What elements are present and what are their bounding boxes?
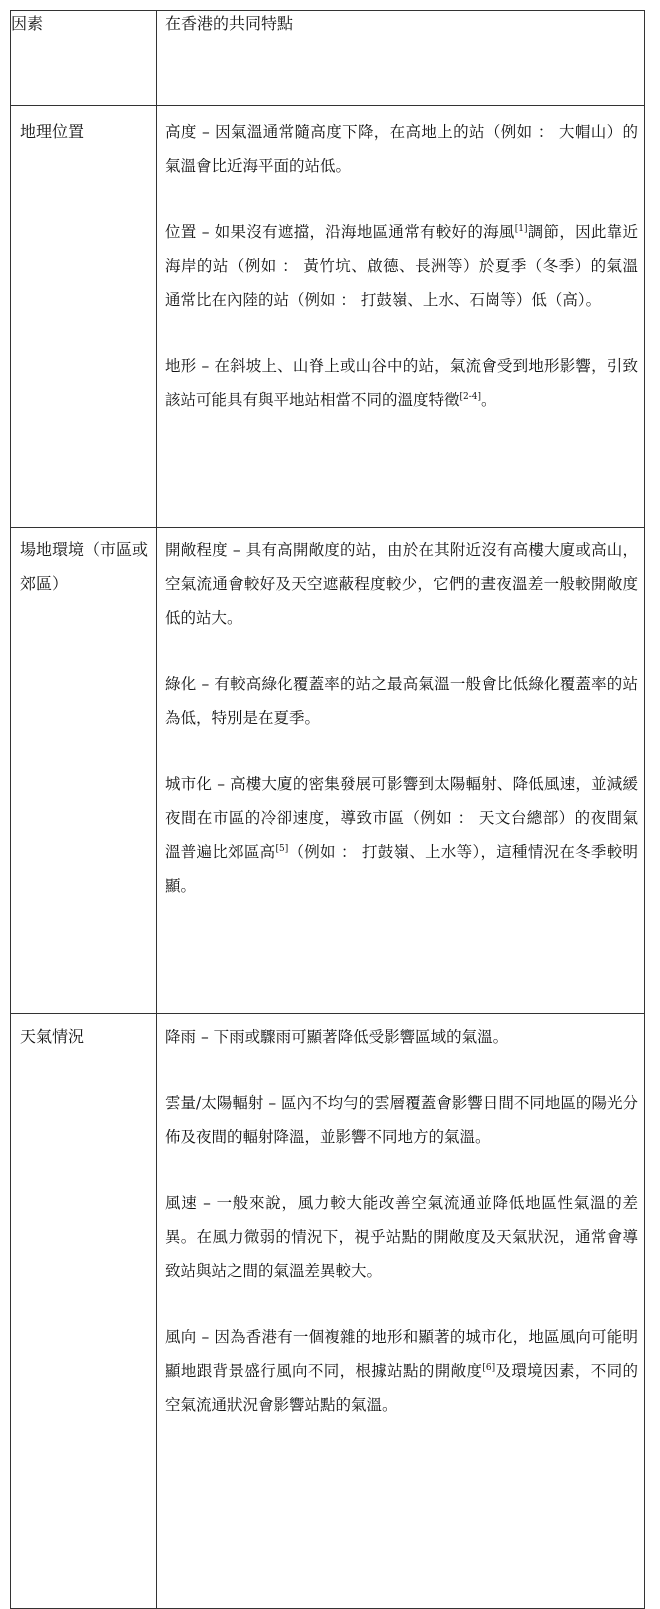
paragraph-term: 降雨 bbox=[165, 1028, 197, 1046]
paragraph-text-continued: 。 bbox=[481, 391, 497, 409]
reference-superscript: [6] bbox=[482, 1362, 496, 1373]
factor-cell: 天氣情況 bbox=[11, 1014, 157, 1609]
table-header-row bbox=[11, 11, 645, 106]
factor-cell: 地理位置 bbox=[11, 106, 157, 528]
reference-superscript: [5] bbox=[275, 843, 289, 854]
paragraph-term: 雲量/太陽輻射 bbox=[165, 1094, 264, 1112]
paragraph-term: 地形 bbox=[165, 357, 197, 375]
factors-table bbox=[10, 10, 645, 1609]
paragraph-term: 城市化 bbox=[165, 775, 213, 793]
paragraph-text: – 在斜坡上、山脊上或山谷中的站，氣流會受到地形影響，引致該站可能具有與平地站相當不同的溫度特徵 bbox=[165, 357, 638, 409]
paragraph-text: – 具有高開敞度的站，由於在其附近沒有高樓大廈或高山，空氣流通會較好及天空遮蔽程度較少，它們的晝夜溫差一般較開敞度低的站大。 bbox=[165, 541, 638, 627]
paragraph-term: 位置 bbox=[165, 223, 197, 241]
description-cell bbox=[157, 106, 645, 528]
paragraph-rainfall bbox=[165, 1020, 638, 1054]
paragraph-cloud-radiation bbox=[165, 1086, 638, 1154]
reference-superscript: [2-4] bbox=[459, 391, 482, 402]
paragraph-openness bbox=[165, 533, 638, 635]
paragraph-text: – 如果沒有遮擋，沿海地區通常有較好的海風 bbox=[196, 223, 515, 241]
paragraph-text-continued: （例如 ： 打鼓嶺、上水等），這種情況在冬季較明顯。 bbox=[165, 843, 638, 895]
reference-superscript: [1] bbox=[514, 223, 528, 234]
paragraph-text: – 因氣溫通常隨高度下降，在高地上的站（例如 ： 大帽山）的氣溫會比近海平面的站低。 bbox=[165, 123, 638, 175]
paragraph-text: – 區內不均勻的雲層覆蓋會影響日間不同地區的陽光分佈及夜間的輻射降溫，並影響不同地方的氣溫。 bbox=[165, 1094, 638, 1146]
paragraph-term: 開敞程度 bbox=[165, 541, 228, 559]
paragraph-wind-speed bbox=[165, 1186, 638, 1288]
paragraph-text: – 因為香港有一個複雜的地形和顯著的城市化，地區風向可能明顯地跟背景盛行風向不同，根據站點的開敞度 bbox=[165, 1328, 638, 1380]
description-cell bbox=[157, 1014, 645, 1609]
header-characteristics: 在香港的共同特點 bbox=[157, 11, 645, 106]
table-row-weather-conditions bbox=[11, 1014, 645, 1609]
paragraph-term: 高度 bbox=[165, 123, 197, 141]
paragraph-text: – 下雨或驟雨可顯著降低受影響區域的氣溫。 bbox=[196, 1028, 509, 1046]
paragraph-term: 風向 bbox=[165, 1328, 197, 1346]
table-row-site-environment bbox=[11, 528, 645, 1014]
paragraph-topography bbox=[165, 349, 638, 417]
paragraph-urbanization bbox=[165, 767, 638, 903]
description-cell bbox=[157, 528, 645, 1014]
paragraph-location bbox=[165, 215, 638, 317]
paragraph-text: – 高樓大廈的密集發展可影響到太陽輻射、降低風速，並減緩夜間在市區的冷卻速度，導致市區（例如 ： 天文台總部）的夜間氣溫普遍比郊區高 bbox=[165, 775, 638, 861]
paragraph-term: 綠化 bbox=[165, 675, 197, 693]
paragraph-text: – 一般來說，風力較大能改善空氣流通並降低地區性氣溫的差異。在風力微弱的情況下，視乎站點的開敞度及天氣狀況，通常會導致站與站之間的氣溫差異較大。 bbox=[165, 1194, 638, 1280]
header-factor: 因素 bbox=[11, 11, 157, 106]
table-row-geographic-location bbox=[11, 106, 645, 528]
paragraph-altitude bbox=[165, 115, 638, 183]
paragraph-wind-direction bbox=[165, 1320, 638, 1422]
factor-cell: 場地環境（市區或郊區） bbox=[11, 528, 157, 1014]
paragraph-text-continued: 調節，因此靠近海岸的站（例如 ： 黃竹坑、啟德、長洲等）於夏季（冬季）的氣溫通常比在內陸的站（例如 ： 打鼓嶺、上水、石崗等）低（高）。 bbox=[165, 223, 638, 309]
paragraph-greenery bbox=[165, 667, 638, 735]
paragraph-text-continued: 及環境因素，不同的空氣流通狀況會影響站點的氣溫。 bbox=[165, 1362, 638, 1414]
paragraph-term: 風速 bbox=[165, 1194, 198, 1212]
paragraph-text: – 有較高綠化覆蓋率的站之最高氣溫一般會比低綠化覆蓋率的站為低，特別是在夏季。 bbox=[165, 675, 638, 727]
